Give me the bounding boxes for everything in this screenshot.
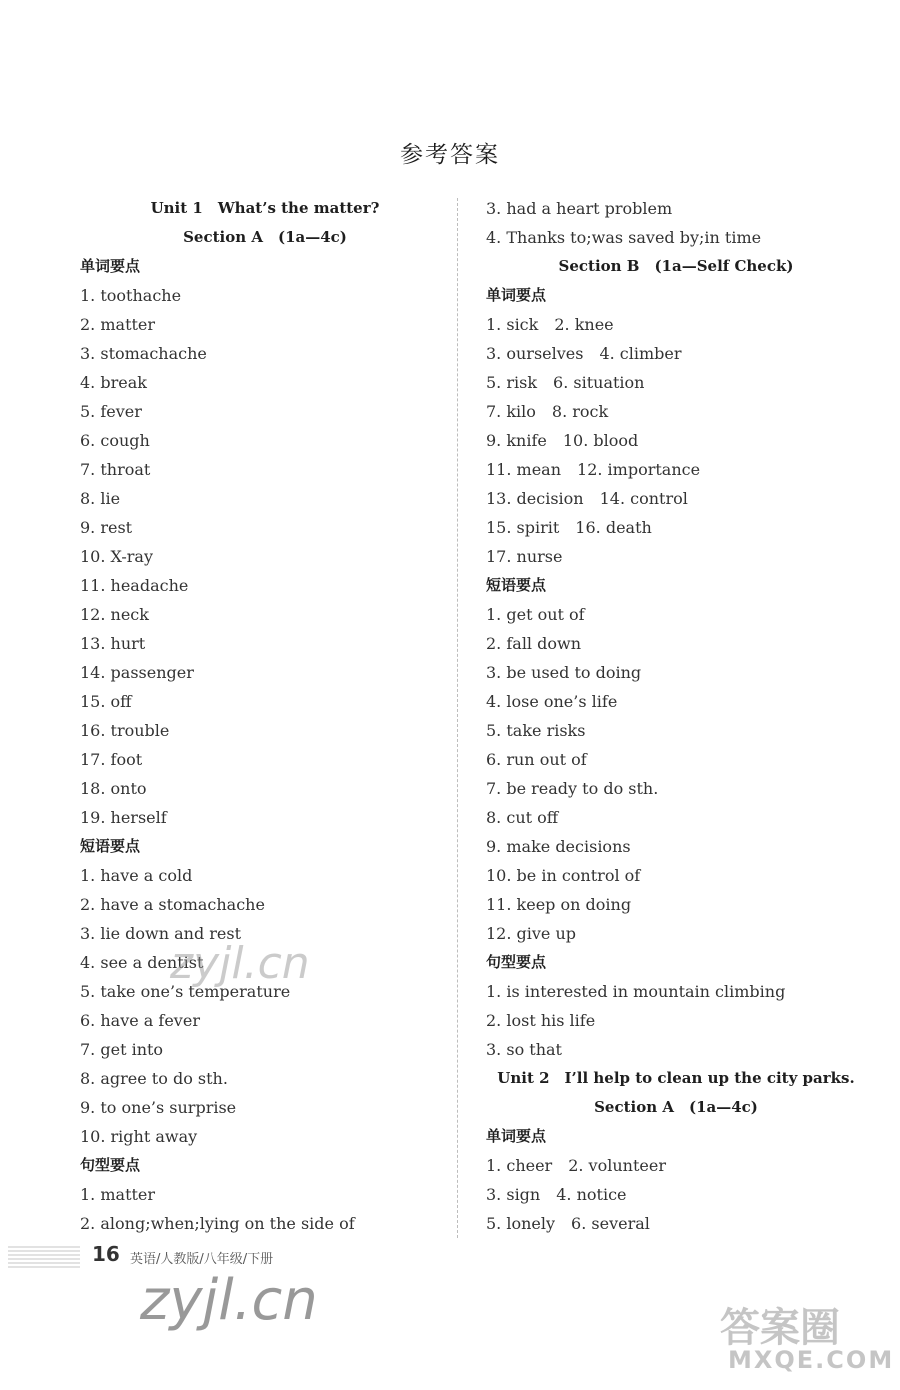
answer-item: 1. is interested in mountain climbing [486, 982, 786, 1001]
category-label: 单词要点 [486, 1127, 547, 1145]
answer-item: 6. cough [80, 431, 150, 450]
watermark-footer: zyjl.cn [140, 1268, 318, 1333]
answer-item: 2. fall down [486, 634, 582, 653]
answer-item: 5. lonely 6. several [486, 1214, 650, 1233]
page-title: 参考答案 [400, 142, 500, 168]
answer-item: 7. throat [80, 460, 151, 479]
answer-item: 18. onto [80, 779, 147, 798]
answer-item: 12. neck [80, 605, 149, 624]
page-number: 16 [92, 1242, 120, 1266]
answer-item: 1. sick 2. knee [486, 315, 614, 334]
answer-item: 11. mean 12. importance [486, 460, 701, 479]
section-heading: Section A (1a—4c) [183, 228, 347, 246]
answer-item: 17. foot [80, 750, 143, 769]
section-heading: Unit 2 I’ll help to clean up the city parks. [497, 1069, 855, 1087]
category-label: 句型要点 [80, 1156, 141, 1174]
answer-item: 5. take one’s temperature [80, 982, 291, 1001]
answer-item: 1. matter [80, 1185, 156, 1204]
answer-item: 3. had a heart problem [486, 199, 673, 218]
answer-item: 7. get into [80, 1040, 164, 1059]
answer-item: 7. be ready to do sth. [486, 779, 659, 798]
column-divider [457, 198, 458, 1238]
answer-item: 9. knife 10. blood [486, 431, 639, 450]
answer-item: 13. decision 14. control [486, 489, 688, 508]
answer-item: 9. make decisions [486, 837, 631, 856]
answer-item: 6. run out of [486, 750, 587, 769]
right-column [486, 194, 866, 1238]
watermark-logo-sub: MXQE.COM [728, 1346, 895, 1374]
answer-item: 3. sign 4. notice [486, 1185, 627, 1204]
section-heading: Section A (1a—4c) [594, 1098, 758, 1116]
answer-item: 5. fever [80, 402, 142, 421]
answer-item: 2. matter [80, 315, 156, 334]
answer-item: 19. herself [80, 808, 167, 827]
footer-decor-bar [8, 1246, 80, 1268]
answer-item: 2. have a stomachache [80, 895, 265, 914]
answer-item: 9. rest [80, 518, 133, 537]
category-label: 单词要点 [486, 286, 547, 304]
answer-item: 16. trouble [80, 721, 170, 740]
answer-item: 2. lost his life [486, 1011, 596, 1030]
answer-item: 3. ourselves 4. climber [486, 344, 682, 363]
answer-item: 14. passenger [80, 663, 194, 682]
answer-item: 13. hurt [80, 634, 146, 653]
answer-item: 1. have a cold [80, 866, 193, 885]
answer-item: 10. right away [80, 1127, 198, 1146]
answer-item: 4. break [80, 373, 147, 392]
section-heading: Section B (1a—Self Check) [558, 257, 794, 275]
answer-item: 3. lie down and rest [80, 924, 242, 943]
answer-item: 3. so that [486, 1040, 562, 1059]
category-label: 短语要点 [80, 837, 141, 855]
answer-item: 17. nurse [486, 547, 563, 566]
answer-item: 11. headache [80, 576, 189, 595]
category-label: 单词要点 [80, 257, 141, 275]
answer-item: 11. keep on doing [486, 895, 632, 914]
answer-item: 4. lose one’s life [486, 692, 618, 711]
answer-item: 1. toothache [80, 286, 182, 305]
answer-item: 1. cheer 2. volunteer [486, 1156, 666, 1175]
answer-item: 2. along;when;lying on the side of [80, 1214, 355, 1233]
answer-item: 8. agree to do sth. [80, 1069, 228, 1088]
answer-item: 8. lie [80, 489, 121, 508]
watermark-logo: 答案圈 [720, 1305, 840, 1351]
answer-item: 5. risk 6. situation [486, 373, 645, 392]
answer-item: 10. be in control of [486, 866, 641, 885]
answer-item: 12. give up [486, 924, 577, 943]
answer-item: 15. spirit 16. death [486, 518, 652, 537]
answer-item: 4. see a dentist [80, 953, 204, 972]
answer-item: 4. Thanks to;was saved by;in time [486, 228, 762, 247]
watermark-middle: zyjl.cn [170, 938, 310, 989]
answer-item: 6. have a fever [80, 1011, 200, 1030]
answer-item: 10. X-ray [80, 547, 153, 566]
answer-item: 15. off [80, 692, 132, 711]
answer-item: 8. cut off [486, 808, 559, 827]
answer-item: 5. take risks [486, 721, 586, 740]
answer-item: 3. be used to doing [486, 663, 642, 682]
page-footer [0, 1240, 900, 1280]
section-heading: Unit 1 What’s the matter? [150, 199, 380, 217]
answer-item: 3. stomachache [80, 344, 207, 363]
category-label: 句型要点 [486, 953, 547, 971]
answer-item: 9. to one’s surprise [80, 1098, 237, 1117]
book-info: 英语/人教版/八年级/下册 [130, 1252, 274, 1267]
answer-item: 7. kilo 8. rock [486, 402, 609, 421]
category-label: 短语要点 [486, 576, 547, 594]
answer-item: 1. get out of [486, 605, 585, 624]
left-column [80, 194, 450, 1238]
